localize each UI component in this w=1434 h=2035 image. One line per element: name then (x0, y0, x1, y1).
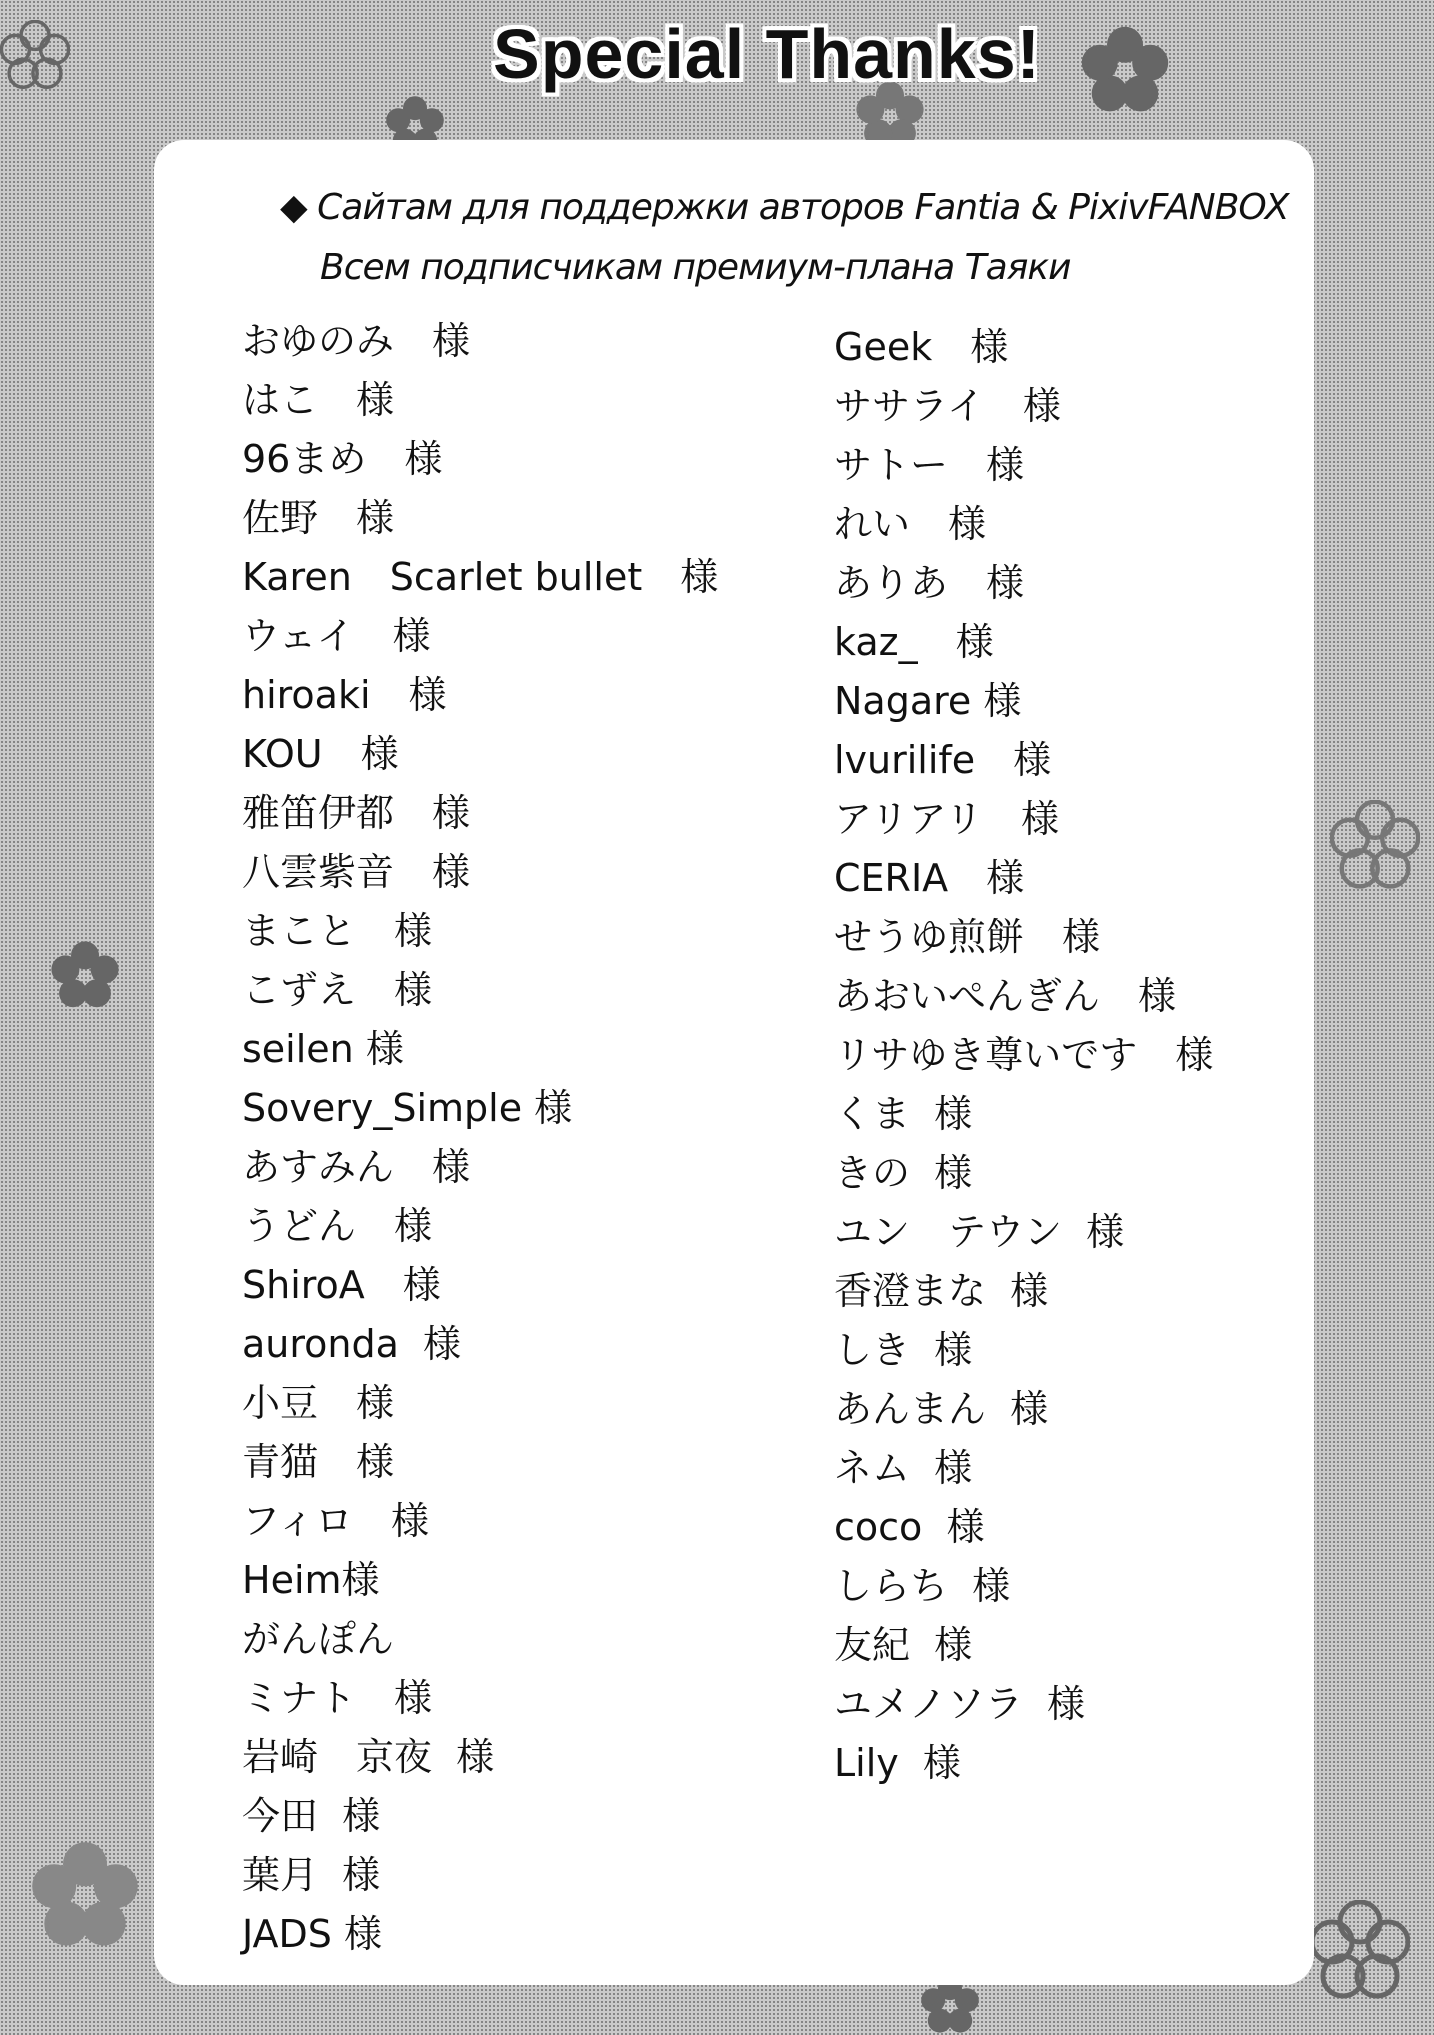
list-item: がんぽん (242, 1617, 395, 1661)
list-item: サトー 様 (834, 443, 1025, 487)
list-item: coco 様 (834, 1505, 985, 1549)
list-item: リサゆき尊いです 様 (834, 1033, 1214, 1077)
list-item: CERIA 様 (834, 856, 1025, 900)
list-item: auronda 様 (242, 1322, 462, 1366)
list-item: ShiroA 様 (242, 1263, 441, 1307)
list-item: ユン テウン 様 (834, 1210, 1125, 1254)
list-item: Heim様 (242, 1558, 380, 1602)
list-item: KOU 様 (242, 732, 399, 776)
list-item: 佐野 様 (242, 496, 395, 540)
list-item: フィロ 様 (242, 1499, 429, 1543)
list-item: Karen Scarlet bullet 様 (242, 555, 719, 599)
list-item: あんまん 様 (834, 1387, 1049, 1431)
list-item: 八雲紫音 様 (242, 850, 471, 894)
list-item: はこ 様 (242, 378, 395, 422)
thanks-card (154, 140, 1314, 1985)
list-item: 小豆 様 (242, 1381, 395, 1425)
page-title: Special Thanks! (493, 15, 1041, 93)
list-item: 葉月 様 (242, 1853, 381, 1897)
list-item: くま 様 (834, 1092, 973, 1136)
names-column-right (834, 318, 1213, 1793)
list-item: ネム 様 (834, 1446, 973, 1490)
list-item: あすみん 様 (242, 1145, 471, 1189)
list-item: Geek 様 (834, 325, 1009, 369)
list-item: 96まめ 様 (242, 437, 443, 481)
list-item: ウェイ 様 (242, 614, 431, 658)
list-item: JADS 様 (242, 1912, 382, 1956)
list-item: しき 様 (834, 1328, 973, 1372)
list-item: アリアリ 様 (834, 797, 1059, 841)
supporters-header (280, 178, 1288, 298)
list-item: ミナト 様 (242, 1676, 433, 1720)
list-item: Lily 様 (834, 1741, 961, 1785)
names-column-left (242, 312, 718, 1964)
list-item: おゆのみ 様 (242, 319, 471, 363)
flower-outline-icon (1330, 800, 1420, 890)
list-item: 香澄まな 様 (834, 1269, 1049, 1313)
list-item: 岩崎 京夜 様 (242, 1735, 495, 1779)
list-item: 雅笛伊都 様 (242, 791, 471, 835)
list-item: こずえ 様 (242, 968, 433, 1012)
list-item: Sovery_Simple 様 (242, 1086, 573, 1130)
list-item: kaz_ 様 (834, 620, 994, 664)
list-item: れい 様 (834, 502, 987, 546)
flower-icon (30, 1840, 140, 1950)
list-item: 友紀 様 (834, 1623, 973, 1667)
list-item: うどん 様 (242, 1204, 433, 1248)
list-item: あおいぺんぎん 様 (834, 974, 1177, 1018)
list-item: きの 様 (834, 1151, 973, 1195)
list-item: hiroaki 様 (242, 673, 447, 717)
list-item: しらち 様 (834, 1564, 1011, 1608)
flower-outline-icon (1310, 1900, 1410, 2000)
flower-icon (50, 940, 120, 1010)
list-item: ユメノソラ 様 (834, 1682, 1086, 1726)
list-item: まこと 様 (242, 909, 433, 953)
list-item: ササライ 様 (834, 384, 1061, 428)
list-item: lvurilife 様 (834, 738, 1052, 782)
list-item: 青猫 様 (242, 1440, 395, 1484)
list-item: ありあ 様 (834, 561, 1025, 605)
header-line-2: Всем подписчикам премиум-плана Таяки (320, 247, 1071, 288)
list-item: seilen 様 (242, 1027, 404, 1071)
header-line-1: ◆ Сайтам для поддержки авторов Fantia & PixivFANBOX (280, 187, 1289, 228)
list-item: せうゆ煎餅 様 (834, 915, 1101, 959)
list-item: 今田 様 (242, 1794, 381, 1838)
list-item: Nagare 様 (834, 679, 1022, 723)
